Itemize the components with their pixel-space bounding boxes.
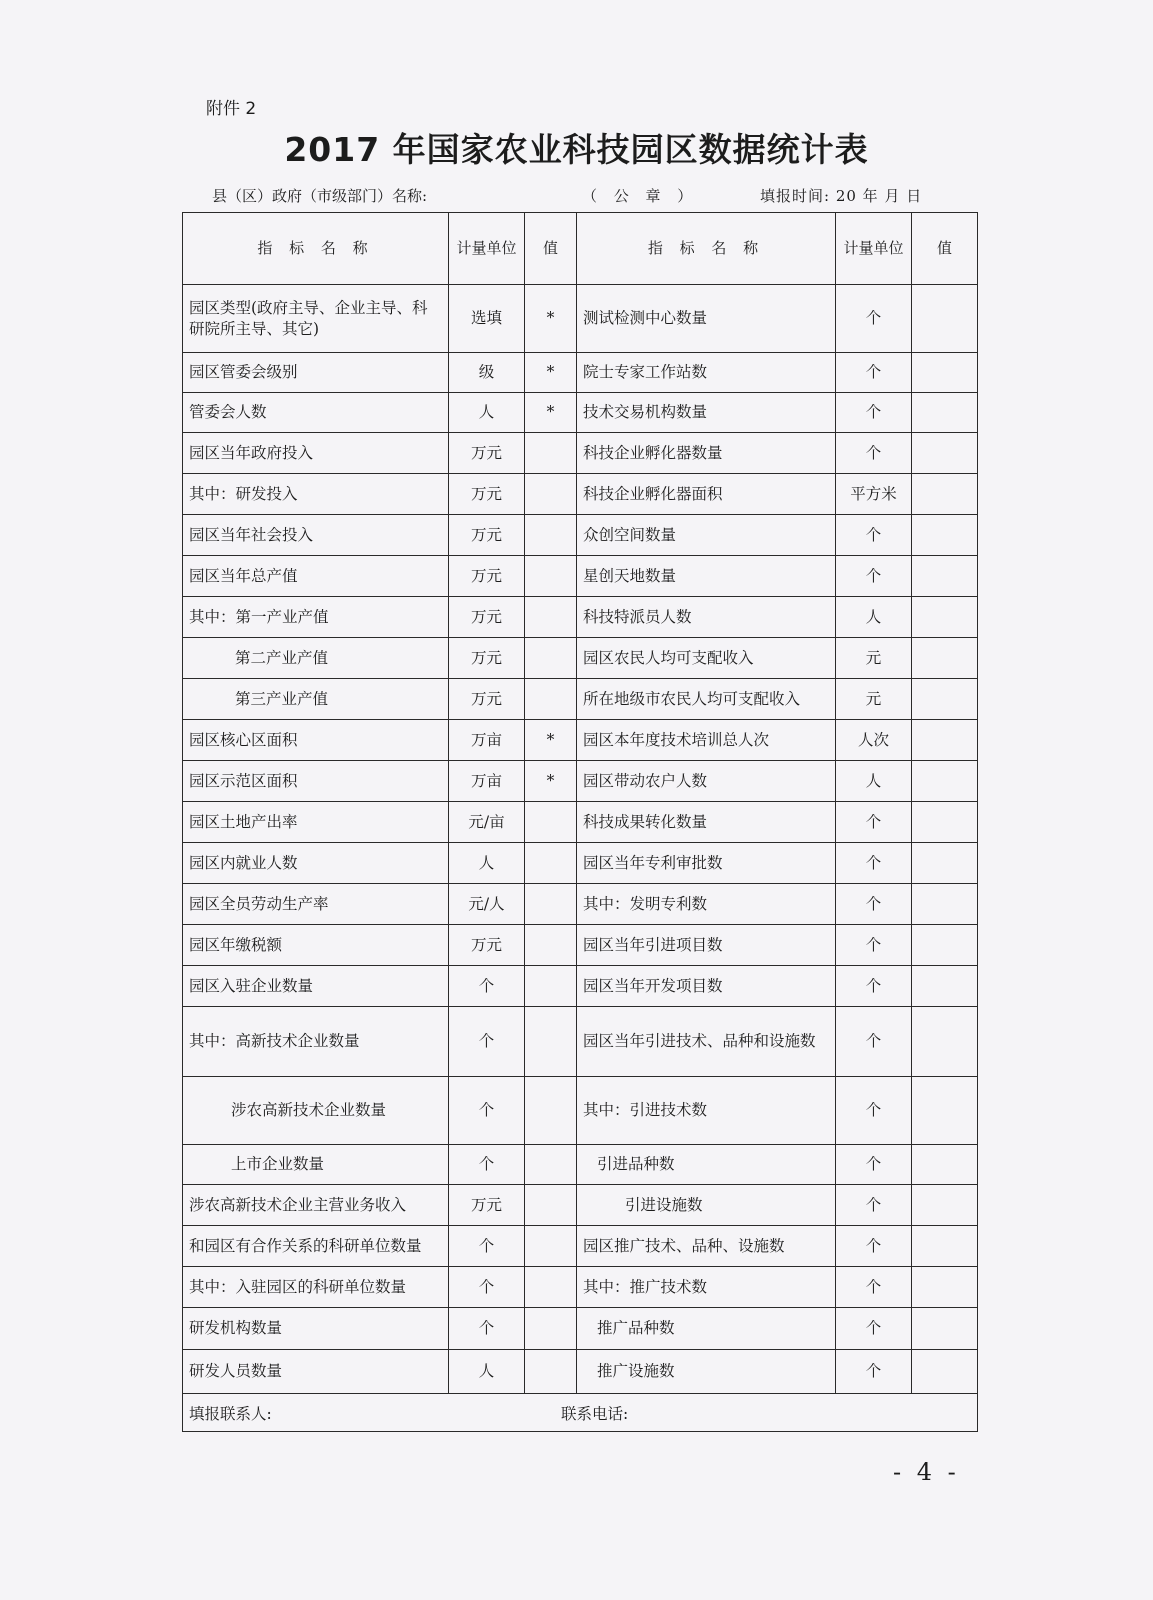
indicator-name-cell: 推广设施数 — [577, 1350, 836, 1394]
unit-cell: 个 — [449, 1007, 525, 1077]
unit-cell: 元/亩 — [449, 802, 525, 843]
value-cell[interactable] — [912, 843, 978, 884]
table-row — [183, 1077, 978, 1145]
header-unit-right: 计量单位 — [836, 213, 912, 285]
indicator-name-cell: 园区全员劳动生产率 — [183, 884, 449, 925]
value-cell[interactable] — [525, 1308, 577, 1350]
unit-cell: 万亩 — [449, 761, 525, 802]
indicator-name-cell: 园区当年专利审批数 — [577, 843, 836, 884]
value-cell[interactable] — [912, 515, 978, 556]
indicator-name-cell: 园区管委会级别 — [183, 353, 449, 393]
value-cell[interactable] — [912, 556, 978, 597]
indicator-name-cell: 科技企业孵化器数量 — [577, 433, 836, 474]
indicator-name-cell: 园区当年引进技术、品种和设施数 — [577, 1007, 836, 1077]
unit-cell: 个 — [449, 1308, 525, 1350]
indicator-name-cell: 园区当年总产值 — [183, 556, 449, 597]
unit-cell: 个 — [836, 884, 912, 925]
unit-cell: 元 — [836, 679, 912, 720]
table-row — [183, 966, 978, 1007]
value-cell[interactable] — [525, 1145, 577, 1185]
unit-cell: 个 — [836, 1185, 912, 1226]
indicator-name-cell: 其中：引进技术数 — [577, 1077, 836, 1145]
unit-cell: 人 — [836, 597, 912, 638]
table-row — [183, 843, 978, 884]
value-cell[interactable] — [525, 1077, 577, 1145]
unit-cell: 个 — [836, 285, 912, 353]
header-value-left: 值 — [525, 213, 577, 285]
indicator-name-cell: 上市企业数量 — [183, 1145, 449, 1185]
table-row — [183, 285, 978, 353]
unit-cell: 万元 — [449, 679, 525, 720]
indicator-name-cell: 研发人员数量 — [183, 1350, 449, 1394]
indicator-name-cell: 园区推广技术、品种、设施数 — [577, 1226, 836, 1267]
unit-cell: 个 — [836, 1077, 912, 1145]
unit-cell: 级 — [449, 353, 525, 393]
unit-cell: 选填 — [449, 285, 525, 353]
unit-cell: 个 — [836, 1226, 912, 1267]
value-cell[interactable] — [525, 1267, 577, 1308]
unit-cell: 人 — [449, 843, 525, 884]
unit-cell: 个 — [836, 1145, 912, 1185]
unit-cell: 元 — [836, 638, 912, 679]
table-row — [183, 433, 978, 474]
unit-cell: 个 — [449, 966, 525, 1007]
table-row — [183, 925, 978, 966]
unit-cell: 人 — [836, 761, 912, 802]
value-cell[interactable] — [525, 515, 577, 556]
unit-cell: 个 — [836, 556, 912, 597]
value-cell[interactable] — [525, 1007, 577, 1077]
indicator-name-cell: 园区当年开发项目数 — [577, 966, 836, 1007]
unit-cell: 万元 — [449, 474, 525, 515]
indicator-name-cell: 园区入驻企业数量 — [183, 966, 449, 1007]
value-cell[interactable]: * — [525, 761, 577, 802]
value-cell[interactable] — [912, 1185, 978, 1226]
value-cell[interactable] — [525, 597, 577, 638]
table-row — [183, 1267, 978, 1308]
value-cell[interactable] — [912, 353, 978, 393]
indicator-name-cell: 星创天地数量 — [577, 556, 836, 597]
table-row — [183, 679, 978, 720]
unit-cell: 人 — [449, 393, 525, 433]
table-row — [183, 1145, 978, 1185]
indicator-name-cell: 科技成果转化数量 — [577, 802, 836, 843]
header-unit-left: 计量单位 — [449, 213, 525, 285]
table-row — [183, 515, 978, 556]
indicator-name-cell: 涉农高新技术企业数量 — [183, 1077, 449, 1145]
table-row — [183, 802, 978, 843]
unit-cell: 万元 — [449, 597, 525, 638]
value-cell[interactable] — [912, 802, 978, 843]
value-cell[interactable] — [912, 679, 978, 720]
table-row — [183, 393, 978, 433]
value-cell[interactable]: * — [525, 720, 577, 761]
indicator-name-cell: 园区土地产出率 — [183, 802, 449, 843]
indicator-name-cell: 引进品种数 — [577, 1145, 836, 1185]
indicator-name-cell: 科技特派员人数 — [577, 597, 836, 638]
unit-cell: 个 — [449, 1267, 525, 1308]
value-cell[interactable] — [912, 1145, 978, 1185]
unit-cell: 个 — [449, 1077, 525, 1145]
value-cell[interactable] — [912, 638, 978, 679]
value-cell[interactable] — [525, 1185, 577, 1226]
indicator-name-cell: 其中：第一产业产值 — [183, 597, 449, 638]
unit-cell: 个 — [836, 353, 912, 393]
unit-cell: 平方米 — [836, 474, 912, 515]
page-title: 2017 年国家农业科技园区数据统计表 — [284, 130, 869, 169]
indicator-name-cell: 园区本年度技术培训总人次 — [577, 720, 836, 761]
seal-label: （ 公 章 ） — [582, 187, 699, 205]
value-cell[interactable] — [525, 474, 577, 515]
indicator-name-cell: 第三产业产值 — [183, 679, 449, 720]
value-cell[interactable] — [525, 1350, 577, 1394]
table-row — [183, 474, 978, 515]
value-cell[interactable] — [912, 1007, 978, 1077]
unit-cell: 个 — [836, 802, 912, 843]
value-cell[interactable] — [525, 843, 577, 884]
unit-cell: 万元 — [449, 433, 525, 474]
table-row — [183, 1185, 978, 1226]
unit-cell: 个 — [836, 433, 912, 474]
value-cell[interactable] — [912, 285, 978, 353]
statistics-table — [182, 212, 978, 1432]
table-row — [183, 597, 978, 638]
table-row — [183, 1350, 978, 1394]
indicator-name-cell: 推广品种数 — [577, 1308, 836, 1350]
header-indicator-name-left: 指 标 名 称 — [183, 213, 449, 285]
unit-cell: 万亩 — [449, 720, 525, 761]
indicator-name-cell: 园区当年引进项目数 — [577, 925, 836, 966]
unit-cell: 万元 — [449, 1185, 525, 1226]
attachment-label: 附件 2 — [206, 99, 257, 119]
indicator-name-cell: 园区类型(政府主导、企业主导、科研院所主导、其它) — [183, 285, 449, 353]
value-cell[interactable] — [912, 433, 978, 474]
header-indicator-name-right: 指 标 名 称 — [577, 213, 836, 285]
value-cell[interactable] — [912, 720, 978, 761]
value-cell[interactable]: * — [525, 353, 577, 393]
unit-cell: 万元 — [449, 556, 525, 597]
value-cell[interactable] — [525, 884, 577, 925]
unit-cell: 个 — [836, 925, 912, 966]
indicator-name-cell: 园区年缴税额 — [183, 925, 449, 966]
unit-cell: 个 — [836, 515, 912, 556]
footer-cell — [183, 1394, 978, 1432]
value-cell[interactable] — [525, 1226, 577, 1267]
unit-cell: 万元 — [449, 925, 525, 966]
agency-name-label: 县（区）政府（市级部门）名称: — [212, 187, 428, 205]
value-cell[interactable] — [525, 433, 577, 474]
indicator-name-cell: 涉农高新技术企业主营业务收入 — [183, 1185, 449, 1226]
indicator-name-cell: 其中：研发投入 — [183, 474, 449, 515]
value-cell[interactable] — [912, 966, 978, 1007]
indicator-name-cell: 第二产业产值 — [183, 638, 449, 679]
table-row — [183, 720, 978, 761]
indicator-name-cell: 园区内就业人数 — [183, 843, 449, 884]
unit-cell: 个 — [836, 1267, 912, 1308]
indicator-name-cell: 院士专家工作站数 — [577, 353, 836, 393]
value-cell[interactable] — [525, 638, 577, 679]
indicator-name-cell: 所在地级市农民人均可支配收入 — [577, 679, 836, 720]
table-row — [183, 884, 978, 925]
value-cell[interactable] — [912, 1226, 978, 1267]
indicator-name-cell: 其中：发明专利数 — [577, 884, 836, 925]
table-row — [183, 556, 978, 597]
value-cell[interactable] — [912, 884, 978, 925]
indicator-name-cell: 园区当年政府投入 — [183, 433, 449, 474]
value-cell[interactable] — [912, 761, 978, 802]
unit-cell: 个 — [836, 843, 912, 884]
unit-cell: 个 — [449, 1226, 525, 1267]
value-cell[interactable]: * — [525, 285, 577, 353]
value-cell[interactable] — [912, 925, 978, 966]
unit-cell: 元/人 — [449, 884, 525, 925]
value-cell[interactable] — [912, 1077, 978, 1145]
unit-cell: 万元 — [449, 638, 525, 679]
value-cell[interactable] — [912, 597, 978, 638]
unit-cell: 个 — [836, 393, 912, 433]
unit-cell: 万元 — [449, 515, 525, 556]
value-cell[interactable] — [912, 474, 978, 515]
page-number: - 4 - — [893, 1458, 960, 1486]
value-cell[interactable] — [525, 802, 577, 843]
indicator-name-cell: 管委会人数 — [183, 393, 449, 433]
indicator-name-cell: 园区示范区面积 — [183, 761, 449, 802]
table-row — [183, 1308, 978, 1350]
indicator-name-cell: 其中：入驻园区的科研单位数量 — [183, 1267, 449, 1308]
contact-person-label: 填报联系人: — [189, 1405, 272, 1423]
unit-cell: 个 — [449, 1145, 525, 1185]
table-row — [183, 638, 978, 679]
value-cell[interactable]: * — [525, 393, 577, 433]
value-cell[interactable] — [912, 393, 978, 433]
contact-phone-label: 联系电话: — [561, 1405, 629, 1423]
unit-cell: 个 — [836, 1308, 912, 1350]
unit-cell: 个 — [836, 1007, 912, 1077]
indicator-name-cell: 技术交易机构数量 — [577, 393, 836, 433]
fill-date-label: 填报时间: 20 年 月 日 — [760, 187, 923, 205]
value-cell[interactable] — [912, 1267, 978, 1308]
table-row — [183, 1226, 978, 1267]
value-cell[interactable] — [912, 1350, 978, 1394]
value-cell[interactable] — [525, 679, 577, 720]
header-value-right: 值 — [912, 213, 978, 285]
indicator-name-cell: 研发机构数量 — [183, 1308, 449, 1350]
indicator-name-cell: 其中：高新技术企业数量 — [183, 1007, 449, 1077]
unit-cell: 人 — [449, 1350, 525, 1394]
value-cell[interactable] — [525, 556, 577, 597]
indicator-name-cell: 测试检测中心数量 — [577, 285, 836, 353]
value-cell[interactable] — [912, 1308, 978, 1350]
indicator-name-cell: 科技企业孵化器面积 — [577, 474, 836, 515]
table-row — [183, 353, 978, 393]
table-row — [183, 761, 978, 802]
footer-row — [183, 1394, 978, 1432]
header-row — [183, 213, 978, 285]
indicator-name-cell: 园区农民人均可支配收入 — [577, 638, 836, 679]
indicator-name-cell: 园区当年社会投入 — [183, 515, 449, 556]
unit-cell: 人次 — [836, 720, 912, 761]
indicator-name-cell: 引进设施数 — [577, 1185, 836, 1226]
value-cell[interactable] — [525, 925, 577, 966]
table-row — [183, 1007, 978, 1077]
value-cell[interactable] — [525, 966, 577, 1007]
indicator-name-cell: 园区核心区面积 — [183, 720, 449, 761]
indicator-name-cell: 和园区有合作关系的科研单位数量 — [183, 1226, 449, 1267]
indicator-name-cell: 众创空间数量 — [577, 515, 836, 556]
unit-cell: 个 — [836, 1350, 912, 1394]
indicator-name-cell: 其中：推广技术数 — [577, 1267, 836, 1308]
indicator-name-cell: 园区带动农户人数 — [577, 761, 836, 802]
unit-cell: 个 — [836, 966, 912, 1007]
